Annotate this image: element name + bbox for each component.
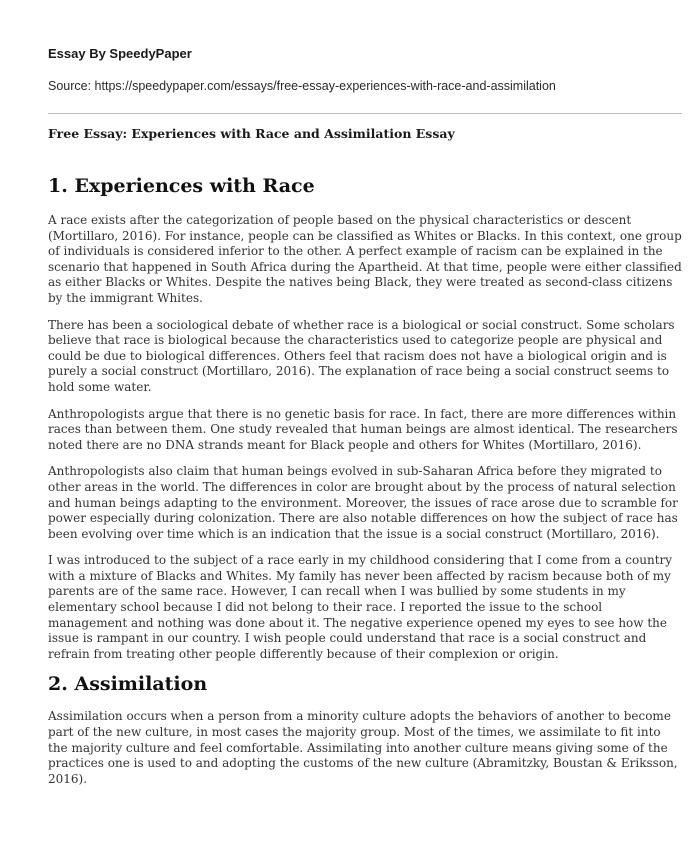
divider <box>48 113 682 114</box>
section-heading: 1. Experiences with Race <box>48 175 315 197</box>
paragraph: I was introduced to the subject of a race early in my childhood considering that I come from a country with a mixture of Blacks and Whites. My family has never been affected by racism because both of my parents are of the same race. However, I can recall when I was bullied by some students in my elementary school because I did not belong to their race. I reported the issue to the school management and nothing was done about it. The negative experience opened my eyes to see how the issue is rampant in our country. I wish people could understand that race is a social construct and refrain from treating other people differently because of their complexion or origin. <box>48 553 673 661</box>
paragraph: There has been a sociological debate of whether race is a biological or social construct. Some scholars believe that race is biological because the characteristics used to categorize people are physical and could be due to biological differences. Others feel that racism does not have a biological origin and is purely a social construct (Mortillaro, 2016). The explanation of race being a social construct seems to hold some water. <box>48 317 675 394</box>
section-assimilation <box>48 673 682 787</box>
brand-title: Essay By SpeedyPaper <box>48 46 192 61</box>
essay-title: Free Essay: Experiences with Race and Assimilation Essay <box>48 126 455 141</box>
paragraph: A race exists after the categorization of people based on the physical characteristics or descent (Mortillaro, 2016). For instance, people can be classified as Whites or Blacks. In this context, one group of individuals is considered inferior to the other. A perfect example of racism can be explained in the scenario that happened in South Africa during the Apartheid. At that time, people were either classified as either Blacks or Whites. Despite the natives being Black, they were treated as second-class citizens by the immigrant Whites. <box>48 213 682 305</box>
section-heading: 2. Assimilation <box>48 673 208 696</box>
source-link[interactable]: Source: https://speedypaper.com/essays/free-essay-experiences-with-race-and-assimilation <box>48 79 556 93</box>
paragraph: Assimilation occurs when a person from a minority culture adopts the behaviors of another to become part of the new culture, in most cases the majority group. Most of the times, we assimilate to fit into the majority culture and feel comfortable. Assimilating into another culture means giving some of the practices one is used to and adopting the customs of the new culture (Abramitzky, Boustan & Eriksson, 2016). <box>48 709 678 786</box>
paragraph: Anthropologists also claim that human beings evolved in sub-Saharan Africa before they migrated to other areas in the world. The differences in color are brought about by the process of natural selection and human beings adapting to the environment. Moreover, the issues of race arose due to scramble for power especially during colonization. There are also notable differences on how the subject of race has been evolving over time which is an indication that the issue is a social construct (Mortillaro, 2016). <box>48 464 678 541</box>
section-experiences-with-race <box>48 175 682 662</box>
paragraph: Anthropologists argue that there is no genetic basis for race. In fact, there are more differences within races than between them. One study revealed that human beings are almost identical. The researchers noted there are no DNA strands meant for Black people and others for Whites (Mortillaro, 2016). <box>48 406 678 452</box>
